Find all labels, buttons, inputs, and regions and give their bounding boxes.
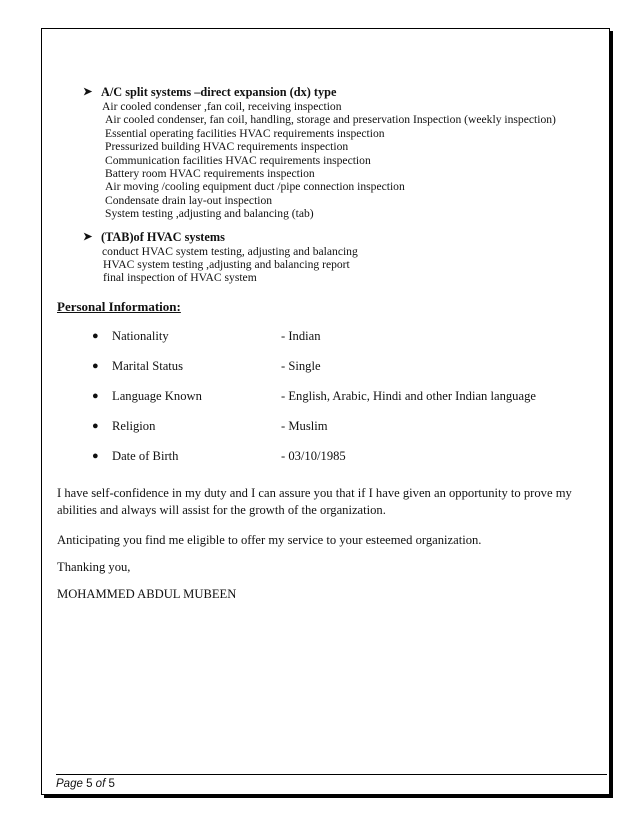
list-item: Air cooled condenser ,fan coil, receiving inspection: [102, 100, 342, 113]
list-item: Battery room HVAC requirements inspection: [105, 167, 315, 181]
personal-info-row: [57, 358, 599, 388]
list-item: Essential operating facilities HVAC requirements inspection: [105, 126, 385, 140]
personal-info-label: Nationality: [112, 328, 169, 343]
personal-info-heading: Personal Information:: [57, 298, 181, 314]
bullet-icon: ●: [92, 359, 99, 372]
page-content: [57, 85, 599, 603]
page-frame: [41, 28, 610, 795]
footer-current-page: 5: [86, 778, 93, 790]
personal-info-row: [57, 418, 599, 448]
section-heading: [57, 85, 599, 100]
signature-name: MOHAMMED ABDUL MUBEEN: [57, 586, 237, 601]
list-item: Air moving /cooling equipment duct /pipe connection inspection: [105, 180, 405, 194]
section-items: [57, 245, 599, 285]
personal-info-label: Language Known: [112, 388, 202, 403]
footer-divider: [56, 774, 607, 775]
personal-info-value: - 03/10/1985: [281, 448, 346, 463]
section-heading: [57, 230, 599, 245]
closing-paragraph: Anticipating you find me eligible to offer my service to your esteemed organization.: [57, 532, 482, 547]
arrow-bullet-icon: ➤: [83, 230, 93, 243]
section-heading-text: (TAB)of HVAC systems: [101, 229, 225, 244]
personal-info-row: [57, 448, 599, 478]
footer-page-word: Page: [56, 778, 83, 790]
list-item: System testing ,adjusting and balancing (tab): [105, 207, 314, 221]
section-tab-hvac: [57, 230, 599, 285]
bullet-icon: ●: [92, 419, 99, 432]
personal-info-value: - Single: [281, 358, 321, 373]
personal-info-label: Marital Status: [112, 358, 184, 373]
section-ac-split: [57, 85, 599, 221]
personal-info-value: - English, Arabic, Hindi and other Indian language: [281, 388, 536, 403]
personal-info-list: [57, 328, 599, 478]
section-items: [57, 100, 599, 221]
list-item: final inspection of HVAC system: [103, 271, 257, 285]
list-item: Air cooled condenser, fan coil, handling, storage and preservation Inspection (weekly inspection): [105, 113, 556, 127]
bullet-icon: ●: [92, 329, 99, 342]
personal-info-value: - Indian: [281, 328, 321, 343]
list-item: HVAC system testing ,adjusting and balancing report: [103, 258, 350, 272]
list-item: Pressurized building HVAC requirements inspection: [105, 140, 349, 154]
personal-info-value: - Muslim: [281, 418, 328, 433]
closing-paragraph: I have self-confidence in my duty and I can assure you that if I have given an opportunity to prove my abilities and always will assist for the growth of the organization.: [57, 485, 572, 517]
thanks-line: Thanking you,: [57, 559, 131, 574]
bullet-icon: ●: [92, 449, 99, 462]
personal-info-row: [57, 328, 599, 358]
personal-info-label: Religion: [112, 418, 156, 433]
personal-info-row: [57, 388, 599, 418]
list-item: Condensate drain lay-out inspection: [105, 193, 273, 207]
page-footer: [56, 778, 115, 790]
bullet-icon: ●: [92, 389, 99, 402]
list-item: conduct HVAC system testing, adjusting and balancing: [102, 244, 358, 258]
section-heading-text: A/C split systems –direct expansion (dx) type: [101, 85, 337, 99]
footer-of-word: of: [95, 778, 106, 790]
list-item: Communication facilities HVAC requirements inspection: [105, 153, 371, 167]
footer-total-pages: 5: [108, 778, 115, 790]
personal-info-label: Date of Birth: [112, 448, 179, 463]
arrow-bullet-icon: ➤: [83, 86, 93, 98]
